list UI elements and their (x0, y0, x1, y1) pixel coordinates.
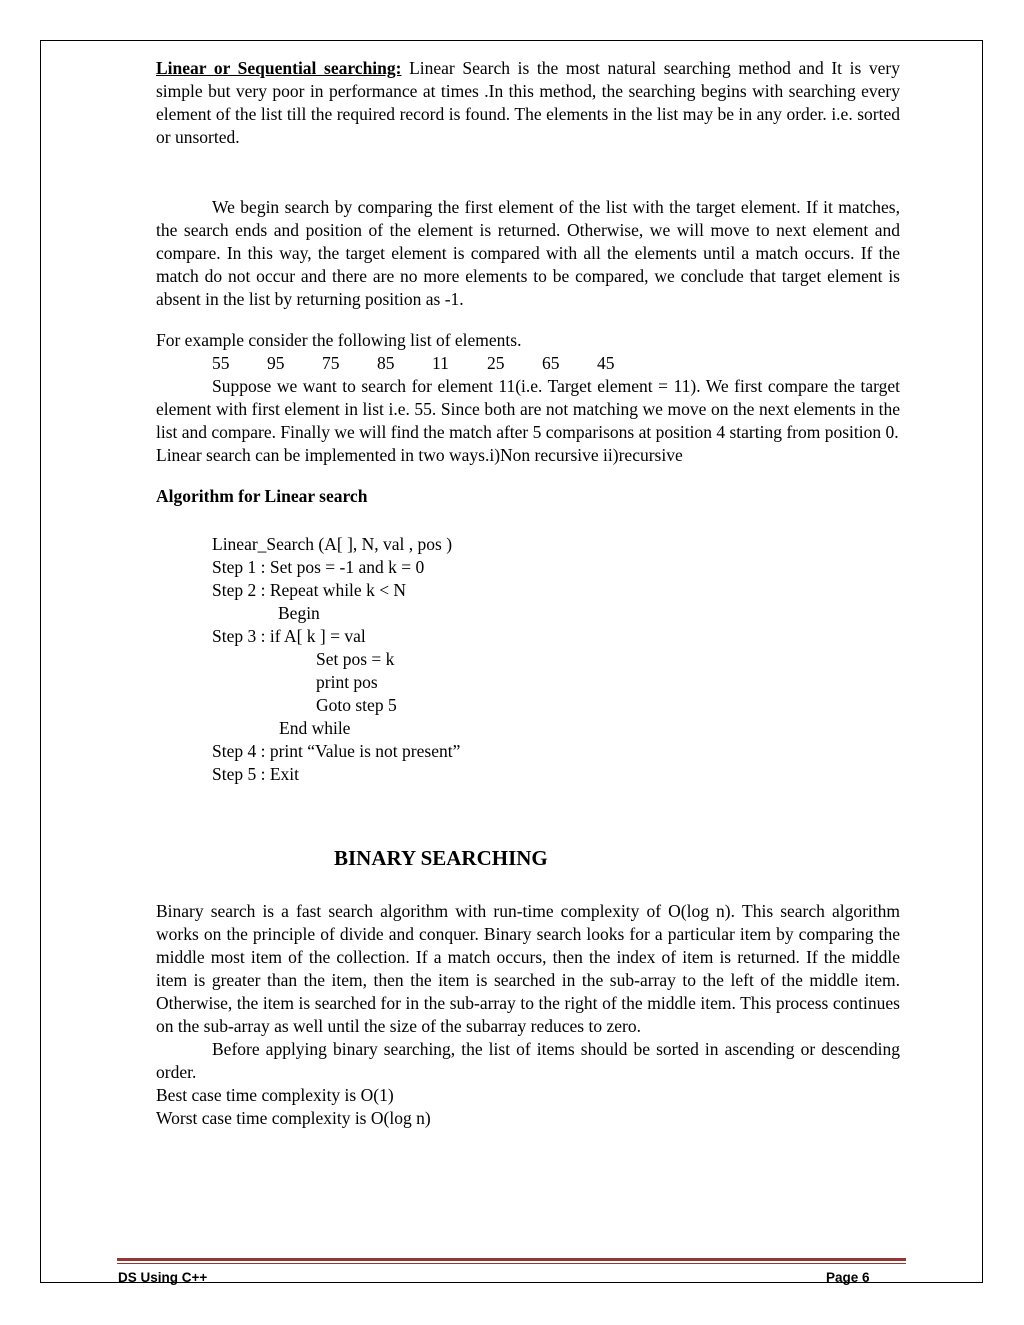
binary-sorting-paragraph: Before applying binary searching, the list of items should be sorted in ascending or descending order. (156, 1039, 900, 1082)
algorithm-block (212, 533, 900, 786)
algorithm-begin: Begin (278, 603, 320, 623)
algorithm-step-5: Step 5 : Exit (212, 764, 300, 784)
algorithm-print-pos: print pos (316, 672, 378, 692)
footer-rule (117, 1258, 906, 1261)
algorithm-step-3: Step 3 : if A[ k ] = val (212, 626, 366, 646)
example-list (212, 352, 900, 375)
footer-rule-thin (117, 1263, 906, 1264)
list-item: 55 (212, 353, 230, 373)
list-item: 85 (377, 353, 395, 373)
worst-case-complexity: Worst case time complexity is O(log n) (156, 1108, 431, 1128)
list-item: 25 (487, 353, 505, 373)
list-item: 65 (542, 353, 560, 373)
best-case-complexity: Best case time complexity is O(1) (156, 1085, 394, 1105)
linear-description-paragraph: We begin search by comparing the first element of the list with the target element. If it matches, the search ends and position of the element is returned. Otherwise, we will move to next element and compare. In this way, the target element is compared with all the elements until a match occurs. If the match do not occur and there are no more elements to be compared, we conclude that target element is absent in the list by returning position as -1. (156, 197, 900, 309)
algorithm-signature: Linear_Search (A[ ], N, val , pos ) (212, 534, 453, 554)
list-item: 45 (597, 353, 615, 373)
algorithm-end-while: End while (279, 718, 351, 738)
algorithm-set-pos: Set pos = k (316, 649, 395, 669)
list-item: 11 (432, 353, 449, 373)
algorithm-title: Algorithm for Linear search (156, 486, 368, 506)
footer-course-title: DS Using C++ (118, 1270, 208, 1285)
page-content (156, 57, 900, 1130)
algorithm-step-4: Step 4 : print “Value is not present” (212, 741, 461, 761)
linear-term-heading: Linear or Sequential searching: (156, 58, 402, 78)
linear-intro-text: Linear Search is the most natural searching method and It is very simple but very poor in performance at times .In this method, the searching begins with searching every element of the list till the required record is found. The elements in the list may be in any order. i.e. sorted or unsorted. (156, 58, 901, 147)
example-intro: For example consider the following list of elements. (156, 330, 522, 350)
footer-page-number: Page 6 (826, 1270, 870, 1285)
linear-intro-paragraph (156, 57, 900, 149)
binary-section-title: BINARY SEARCHING (334, 846, 548, 870)
list-item: 95 (267, 353, 285, 373)
algorithm-goto: Goto step 5 (316, 695, 397, 715)
algorithm-step-2: Step 2 : Repeat while k < N (212, 580, 407, 600)
list-item: 75 (322, 353, 340, 373)
binary-description-paragraph: Binary search is a fast search algorithm with run-time complexity of Ο(log n). This search algorithm works on the principle of divide and conquer. Binary search looks for a particular item by comparing the middle most item of the collection. If a match occurs, then the index of item is returned. If the middle item is greater than the item, then the item is searched in the sub-array to the left of the middle item. Otherwise, the item is searched for in the sub-array to the right of the middle item. This process continues on the sub-array as well until the size of the subarray reduces to zero. (156, 901, 900, 1036)
algorithm-step-1: Step 1 : Set pos = -1 and k = 0 (212, 557, 425, 577)
implementation-ways: Linear search can be implemented in two ways.i)Non recursive ii)recursive (156, 445, 683, 465)
example-paragraph: Suppose we want to search for element 11(i.e. Target element = 11). We first compare the target element with first element in list i.e. 55. Since both are not matching we move on the next elements in the list and compare. Finally we will find the match after 5 comparisons at position 4 starting from position 0. (156, 376, 900, 442)
